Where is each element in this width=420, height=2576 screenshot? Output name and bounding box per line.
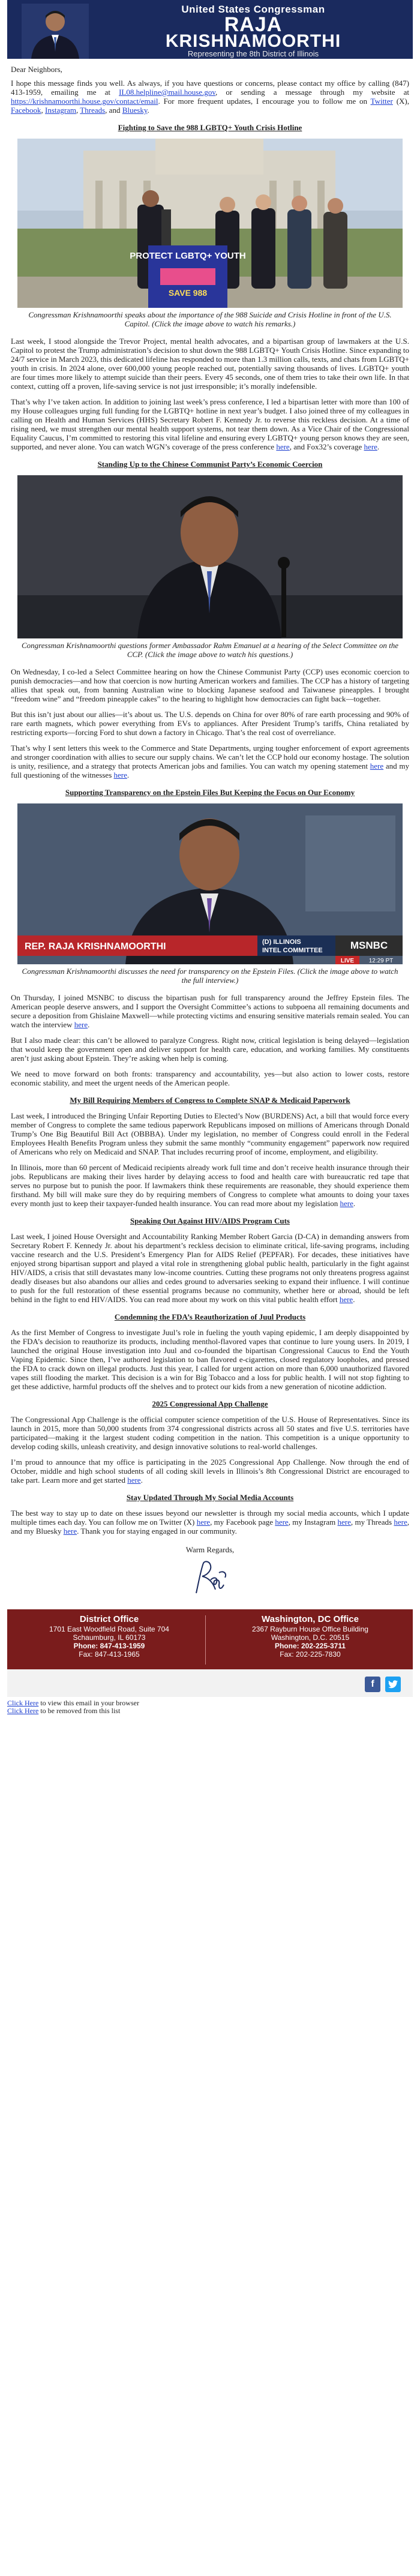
paragraph-text: , my Instagram xyxy=(288,1518,338,1527)
instagram-link[interactable]: Instagram xyxy=(45,106,77,115)
intro-text: , xyxy=(41,106,46,115)
sign-text-top: PROTECT LGBTQ+ YOUTH xyxy=(130,251,246,261)
social-twitter-link[interactable]: here xyxy=(196,1518,211,1527)
paragraph-988-1: Last week, I stood alongside the Trevor Project, mental health advocates, and a bipartisan group of lawmakers at the U.S. Capitol to protest the Trump administration’s decision to shut down the 988 LGBTQ+ Youth Crisis Hotline. Since expanding to 24/7 service in March 2023, this dedicated lifeline has responded to more than 1.3 million calls, texts, and chats from LGBTQ+ youth in crisis. In 2024 alone, over 600,000 young people reached out, potentially saving thousands of lives. LGBTQ+ youth are four times more likely to attempt suicide than their peers. Every 45 seconds, one of them tries to take their own life. In that context, cutting off a proven, life-saving service is not just irresponsible; it’s morally indefensible. xyxy=(11,337,409,391)
paragraph-ccp-3 xyxy=(11,743,409,779)
photo-ccp-hearing[interactable] xyxy=(17,475,403,638)
caption-epstein: Congressman Krishnamoorthi discusses the need for transparency on the Epstein Files. (Click the image above to watch the full interview.) xyxy=(22,967,398,985)
paragraph-text: On Thursday, I joined MSNBC to discuss the bipartisan push for full transparency around the Jeffrey Epstein files. The American people deserve answers, and I support the Oversight Committee’s actions to subpoena all remaining documents and secure a deposition from Ghislaine Maxwell—while protecting victims and ensuring sensitive materials remain sealed. You can watch the interview xyxy=(11,993,409,1029)
dc-office-phone: Phone: 202-225-3711 xyxy=(274,1642,346,1650)
section-heading-burdens-act: My Bill Requiring Members of Congress to Complete SNAP & Medicaid Paperwork xyxy=(70,1096,350,1105)
paragraph-text: That’s why I sent letters this week to the Commerce and State Departments, urging tougher enforcement of export agreements and stronger coordination with allies to secure our supply chains. We can’t let the CCP hold our economy hostage. The solution is unity, resilience, and a strategy that protects American jobs and families. You can watch my opening statement xyxy=(11,743,409,770)
fox32-coverage-link[interactable]: here xyxy=(364,442,377,451)
paragraph-hiv-1 xyxy=(11,1232,409,1304)
press-conference-image xyxy=(17,139,403,308)
paragraph-text: . xyxy=(140,1476,143,1485)
banner-title: United States Congressman xyxy=(181,4,325,15)
paragraph-epstein-3: We need to move forward on both fronts: transparency and accountability, yes—but also action to lower costs, restore economic stability, and meet the urgent needs of the American people. xyxy=(11,1069,409,1087)
dc-office-fax: Fax: 202-225-7830 xyxy=(280,1650,341,1659)
paragraph-text: , and my Bluesky xyxy=(11,1518,410,1536)
twitter-icon[interactable] xyxy=(385,1677,401,1692)
section-heading-juul: Condemning the FDA’s Reauthorization of Juul Products xyxy=(114,1312,306,1321)
dc-office-address-2: Washington, D.C. 20515 xyxy=(271,1633,350,1642)
paragraph-text: That’s why I’ve taken action. In addition to joining last week’s press conference, I led a bipartisan letter with more than 100 of my House colleagues urging full funding for the LGBTQ+ hotline in next year’s budget. I also joined three of my colleagues in calling on Health and Human Services (HHS) Secretary Robert F. Kennedy Jr. to reverse this reckless decision. At a time of rising need, we must strengthen our mental health support systems, not tear them down. As a Vice Chair of the Congressional Equality Caucus, I’m committed to restoring this vital lifeline and ensuring every LGBTQ+ young person knows they are seen, supported, and never alone. You can watch WGN’s coverage of the press conference xyxy=(11,397,409,451)
banner-name-first: RAJA xyxy=(224,13,283,36)
district-office-phone: Phone: 847-413-1959 xyxy=(73,1642,145,1650)
banner-subtitle: Representing the 8th District of Illinois xyxy=(187,49,319,58)
paragraph-text: . Thank you for staying engaged in our community. xyxy=(77,1527,237,1536)
dc-office-address-1: 2367 Rayburn House Office Building xyxy=(252,1625,368,1633)
intro-paragraph xyxy=(11,79,409,115)
newsletter xyxy=(7,0,413,1715)
paragraph-text: In Illinois, more than 60 percent of Medicaid recipients already work full time and don’t receive health insurance through their jobs. Republicans are making their lives harder by delaying access to food and health care with bureaucratic red tape that serves no purpose but to punish the poor. If lawmakers think these requirements are reasonable, they should experience them firsthand. My bill will make sure they do by requiring members of Congress to complete what amounts to doing your taxes every month just to keep their taxpayer-funded health insurance. You can read more about my legislation xyxy=(11,1163,409,1208)
dc-office-title: Washington, DC Office xyxy=(262,1614,359,1624)
intro-text: , xyxy=(76,106,80,115)
questioning-link[interactable]: here xyxy=(113,770,127,779)
footer-divider xyxy=(205,1615,206,1665)
section-heading-ccp: Standing Up to the Chinese Communist Party’s Economic Coercion xyxy=(97,460,323,469)
paragraph-app-2 xyxy=(11,1458,409,1485)
burdens-act-link[interactable]: here xyxy=(340,1199,353,1208)
chyron-party: (D) ILLINOIS xyxy=(262,938,301,946)
photo-988-press-conference[interactable] xyxy=(17,139,403,308)
bottom-links xyxy=(7,1697,413,1715)
paragraph-text: The best way to stay up to date on these issues beyond our newsletter is through my social media accounts, which I update multiple times each day. You can follow me on Twitter (X) xyxy=(11,1509,409,1527)
social-threads-link[interactable]: here xyxy=(394,1518,407,1527)
opening-statement-link[interactable]: here xyxy=(370,761,384,770)
twitter-link[interactable]: Twitter xyxy=(370,97,393,106)
paragraph-text: , my Threads xyxy=(350,1518,394,1527)
section-heading-app-challenge: 2025 Congressional App Challenge xyxy=(152,1399,268,1408)
app-challenge-link[interactable]: here xyxy=(127,1476,141,1485)
bottom-text: to view this email in your browser xyxy=(38,1699,139,1707)
header-banner xyxy=(7,0,413,59)
caption-988: Congressman Krishnamoorthi speaks about the importance of the 988 Suicide and Crisis Hotline in front of the U.S. Capitol. (Click the image above to watch his remarks.) xyxy=(28,310,392,328)
paragraph-text: Last week, I joined House Oversight and Accountability Ranking Member Robert Garcia (D-CA) in demanding answers from Secretary Robert F. Kennedy Jr. about his department’s reckless decision to eliminate critical, life-saving programs, including vaccine research and the U.S. President’s Emergency Plan for AIDS Relief (PEPFAR). For decades, these initiatives have enjoyed strong bipartisan support and played a vital role in strengthening global public health, particularly in the fight against HIV/AIDS, a crisis that still devastates many low-income countries. Cutting these programs not only threatens progress against deadly diseases but also abandons our allies and cedes ground to adversaries seeking to expand their influence. I will continue to push for the full restoration of these essential programs because no community, whether here or abroad, should be left behind in the fight to end HIV/AIDS. You can read more about my work on this vital public health effort xyxy=(11,1232,409,1304)
sign-text-bottom: SAVE 988 xyxy=(168,288,208,298)
paragraph-epstein-1 xyxy=(11,993,409,1029)
paragraph-988-2 xyxy=(11,397,409,451)
intro-text: . For more frequent updates, I encourage you to follow me on xyxy=(158,97,371,106)
district-office xyxy=(31,1615,187,1659)
intro-text: , and xyxy=(105,106,122,115)
intro-text: . xyxy=(147,106,149,115)
social-icons-bar xyxy=(7,1669,413,1697)
caption-ccp: Congressman Krishnamoorthi questions former Ambassador Rahm Emanuel at a hearing of the Select Committee on the CCP. (Click the image above to watch his questions.) xyxy=(22,641,398,659)
network-logo: MSNBC xyxy=(350,940,388,951)
paragraph-social-1 xyxy=(11,1509,409,1536)
district-office-fax: Fax: 847-413-1965 xyxy=(79,1650,140,1659)
footer xyxy=(7,1609,413,1669)
facebook-icon[interactable]: f xyxy=(365,1677,380,1692)
section-heading-epstein: Supporting Transparency on the Epstein Files But Keeping the Focus on Our Economy xyxy=(65,788,355,797)
social-instagram-link[interactable]: here xyxy=(337,1518,351,1527)
twitter-bird-glyph xyxy=(388,1680,398,1689)
paragraph-burdens-2 xyxy=(11,1163,409,1208)
district-office-address-2: Schaumburg, IL 60173 xyxy=(73,1633,146,1642)
closing-regards: Warm Regards, xyxy=(185,1545,235,1554)
chyron-committee: INTEL COMMITTEE xyxy=(262,947,323,954)
paragraph-app-1: The Congressional App Challenge is the official computer science competition of the U.S. House of Representatives. Since its launch in 2015, more than 50,000 students from 374 congressional districts across all 50 states and five U.S. territories have participated—making it the largest student coding competition in the nation. This competition is a unique opportunity to develop coding skills, unleash creativity, and design innovative solutions to real-world challenges. xyxy=(11,1415,409,1451)
paragraph-ccp-1: On Wednesday, I co-led a Select Committee hearing on how the Chinese Communist Party (CCP) uses economic coercion to punish democracies—and how that coercion is now hurting American workers and families. The CCP has a history of targeting allies that speak out, from banning Australian wine to blocking Japanese seafood and Taiwanese pineapples. I brought “freedom wine” and “freedom pineapple cakes” to the hearing to highlight how democracies can fight back—together. xyxy=(11,667,409,703)
section-heading-social: Stay Updated Through My Social Media Accounts xyxy=(126,1493,294,1502)
paragraph-text: and my full questioning of the witnesses xyxy=(11,761,409,779)
paragraph-burdens-1: Last week, I introduced the Bringing Unfair Reporting Duties to Elected’s Now (BURDENS) Act, a bill that would force every member of Congress to complete the same tedious paperwork Republicans imposed on millions of Americans through Donald Trump’s One Big Beautiful Bill Act (OBBBA). Under my legislation, no member of Congress could enroll in the Federal Employees Health Benefits Program unless they submit the same monthly “community engagement” paperwork now required of Americans who rely on Medicaid and SNAP. That includes recurring proof of income, employment, and eligibility. xyxy=(11,1111,409,1156)
district-office-address-1: 1701 East Woodfield Road, Suite 704 xyxy=(49,1625,169,1633)
paragraph-text: . xyxy=(353,1199,356,1208)
paragraph-epstein-2: But I also made clear: this can’t be allowed to paralyze Congress. Right now, critical legislation is being delayed—legislation that would keep the government open and deliver support for health care, education, and working families. My constituents aren’t just asking about Epstein. They’re asking when help is coming. xyxy=(11,1036,409,1063)
intro-text: I hope this message finds you well. As always, if you have questions or concerns, please contact my office by calling (847) 413-1959, emailing me at xyxy=(11,79,409,97)
dc-office xyxy=(232,1615,388,1659)
paragraph-juul-1: As the first Member of Congress to investigate Juul’s role in fueling the youth vaping epidemic, I am deeply disappointed by the FDA’s decision to reauthorize its products, including menthol-flavored vapes that continue to lure young users. In 2019, I launched the original House investigation into Juul and co-founded the bipartisan Congressional Caucus to End the Youth Vaping Epidemic. Since then, I’ve authored legislation to ban flavored e-cigarettes, closed regulatory loopholes, and pressed the FDA to crack down on illegal products. Just this year, I called for urgent action on more than 6,000 unauthorized flavored vapes still flooding the market. This decision is a win for Big Tobacco and a loss for public health. I will not stop fighting to get these addictive, harmful products off the shelves and to protect our kids from a new generation of nicotine addiction. xyxy=(11,1328,409,1391)
intro-text: (X), xyxy=(392,97,410,106)
hearing-image xyxy=(17,475,403,638)
paragraph-text: . xyxy=(127,770,130,779)
wgn-coverage-link[interactable]: here xyxy=(276,442,290,451)
msnbc-image xyxy=(17,803,403,964)
congressman-portrait xyxy=(22,4,89,59)
social-facebook-link[interactable]: here xyxy=(275,1518,289,1527)
section-heading-988: Fighting to Save the 988 LGBTQ+ Youth Crisis Hotline xyxy=(118,123,302,132)
paragraph-text: . xyxy=(377,442,380,451)
threads-link[interactable]: Threads xyxy=(80,106,106,115)
facebook-link[interactable]: Facebook xyxy=(11,106,41,115)
section-heading-hiv: Speaking Out Against HIV/AIDS Program Cuts xyxy=(130,1216,290,1225)
live-time: 12:29 PT xyxy=(368,958,394,964)
paragraph-text: . xyxy=(88,1020,90,1029)
bluesky-link[interactable]: Bluesky xyxy=(122,106,148,115)
website-link[interactable]: https://krishnamoorthi.house.gov/contact/email xyxy=(11,97,158,106)
signature-image xyxy=(183,1558,237,1598)
msnbc-interview-link[interactable]: here xyxy=(74,1020,88,1029)
paragraph-text: , my Facebook page xyxy=(210,1518,275,1527)
chyron-name: REP. RAJA KRISHNAMOORTHI xyxy=(25,941,166,952)
photo-msnbc-interview[interactable] xyxy=(17,803,403,964)
view-in-browser-link[interactable]: Click Here xyxy=(7,1699,39,1707)
paragraph-text: I’m proud to announce that my office is participating in the 2025 Congressional App Challenge. Now through the end of October, middle and high school students of all coding skill levels in Illinois’s 8th Congressional District are encouraged to take part. Learn more and get started xyxy=(11,1458,409,1485)
intro-text: , or sending a message through my website at xyxy=(215,88,409,97)
greeting: Dear Neighbors, xyxy=(11,65,62,74)
content xyxy=(7,59,413,1601)
paragraph-text: . xyxy=(353,1295,355,1304)
district-office-title: District Office xyxy=(79,1614,139,1624)
bottom-text: to be removed from this list xyxy=(38,1707,121,1715)
paragraph-ccp-2: But this isn’t just about our allies—it’s about us. The U.S. depends on China for over 80% of rare earth processing and 90% of rare earth magnets, which power everything from EVs to appliances. After President Trump’s tariffs, China retaliated by restricting exports—forcing Ford to shut down a factory in Chicago. That’s the real cost of overreliance. xyxy=(11,710,409,737)
live-label: LIVE xyxy=(340,958,355,964)
email-link[interactable]: IL08.helpline@mail.house.gov xyxy=(119,88,216,97)
unsubscribe-link[interactable]: Click Here xyxy=(7,1707,39,1715)
closing xyxy=(11,1545,409,1601)
social-bluesky-link[interactable]: here xyxy=(63,1527,77,1536)
paragraph-text: , and Fox32’s coverage xyxy=(289,442,364,451)
hiv-work-link[interactable]: here xyxy=(339,1295,353,1304)
banner-name-last: KRISHNAMOORTHI xyxy=(165,31,341,51)
